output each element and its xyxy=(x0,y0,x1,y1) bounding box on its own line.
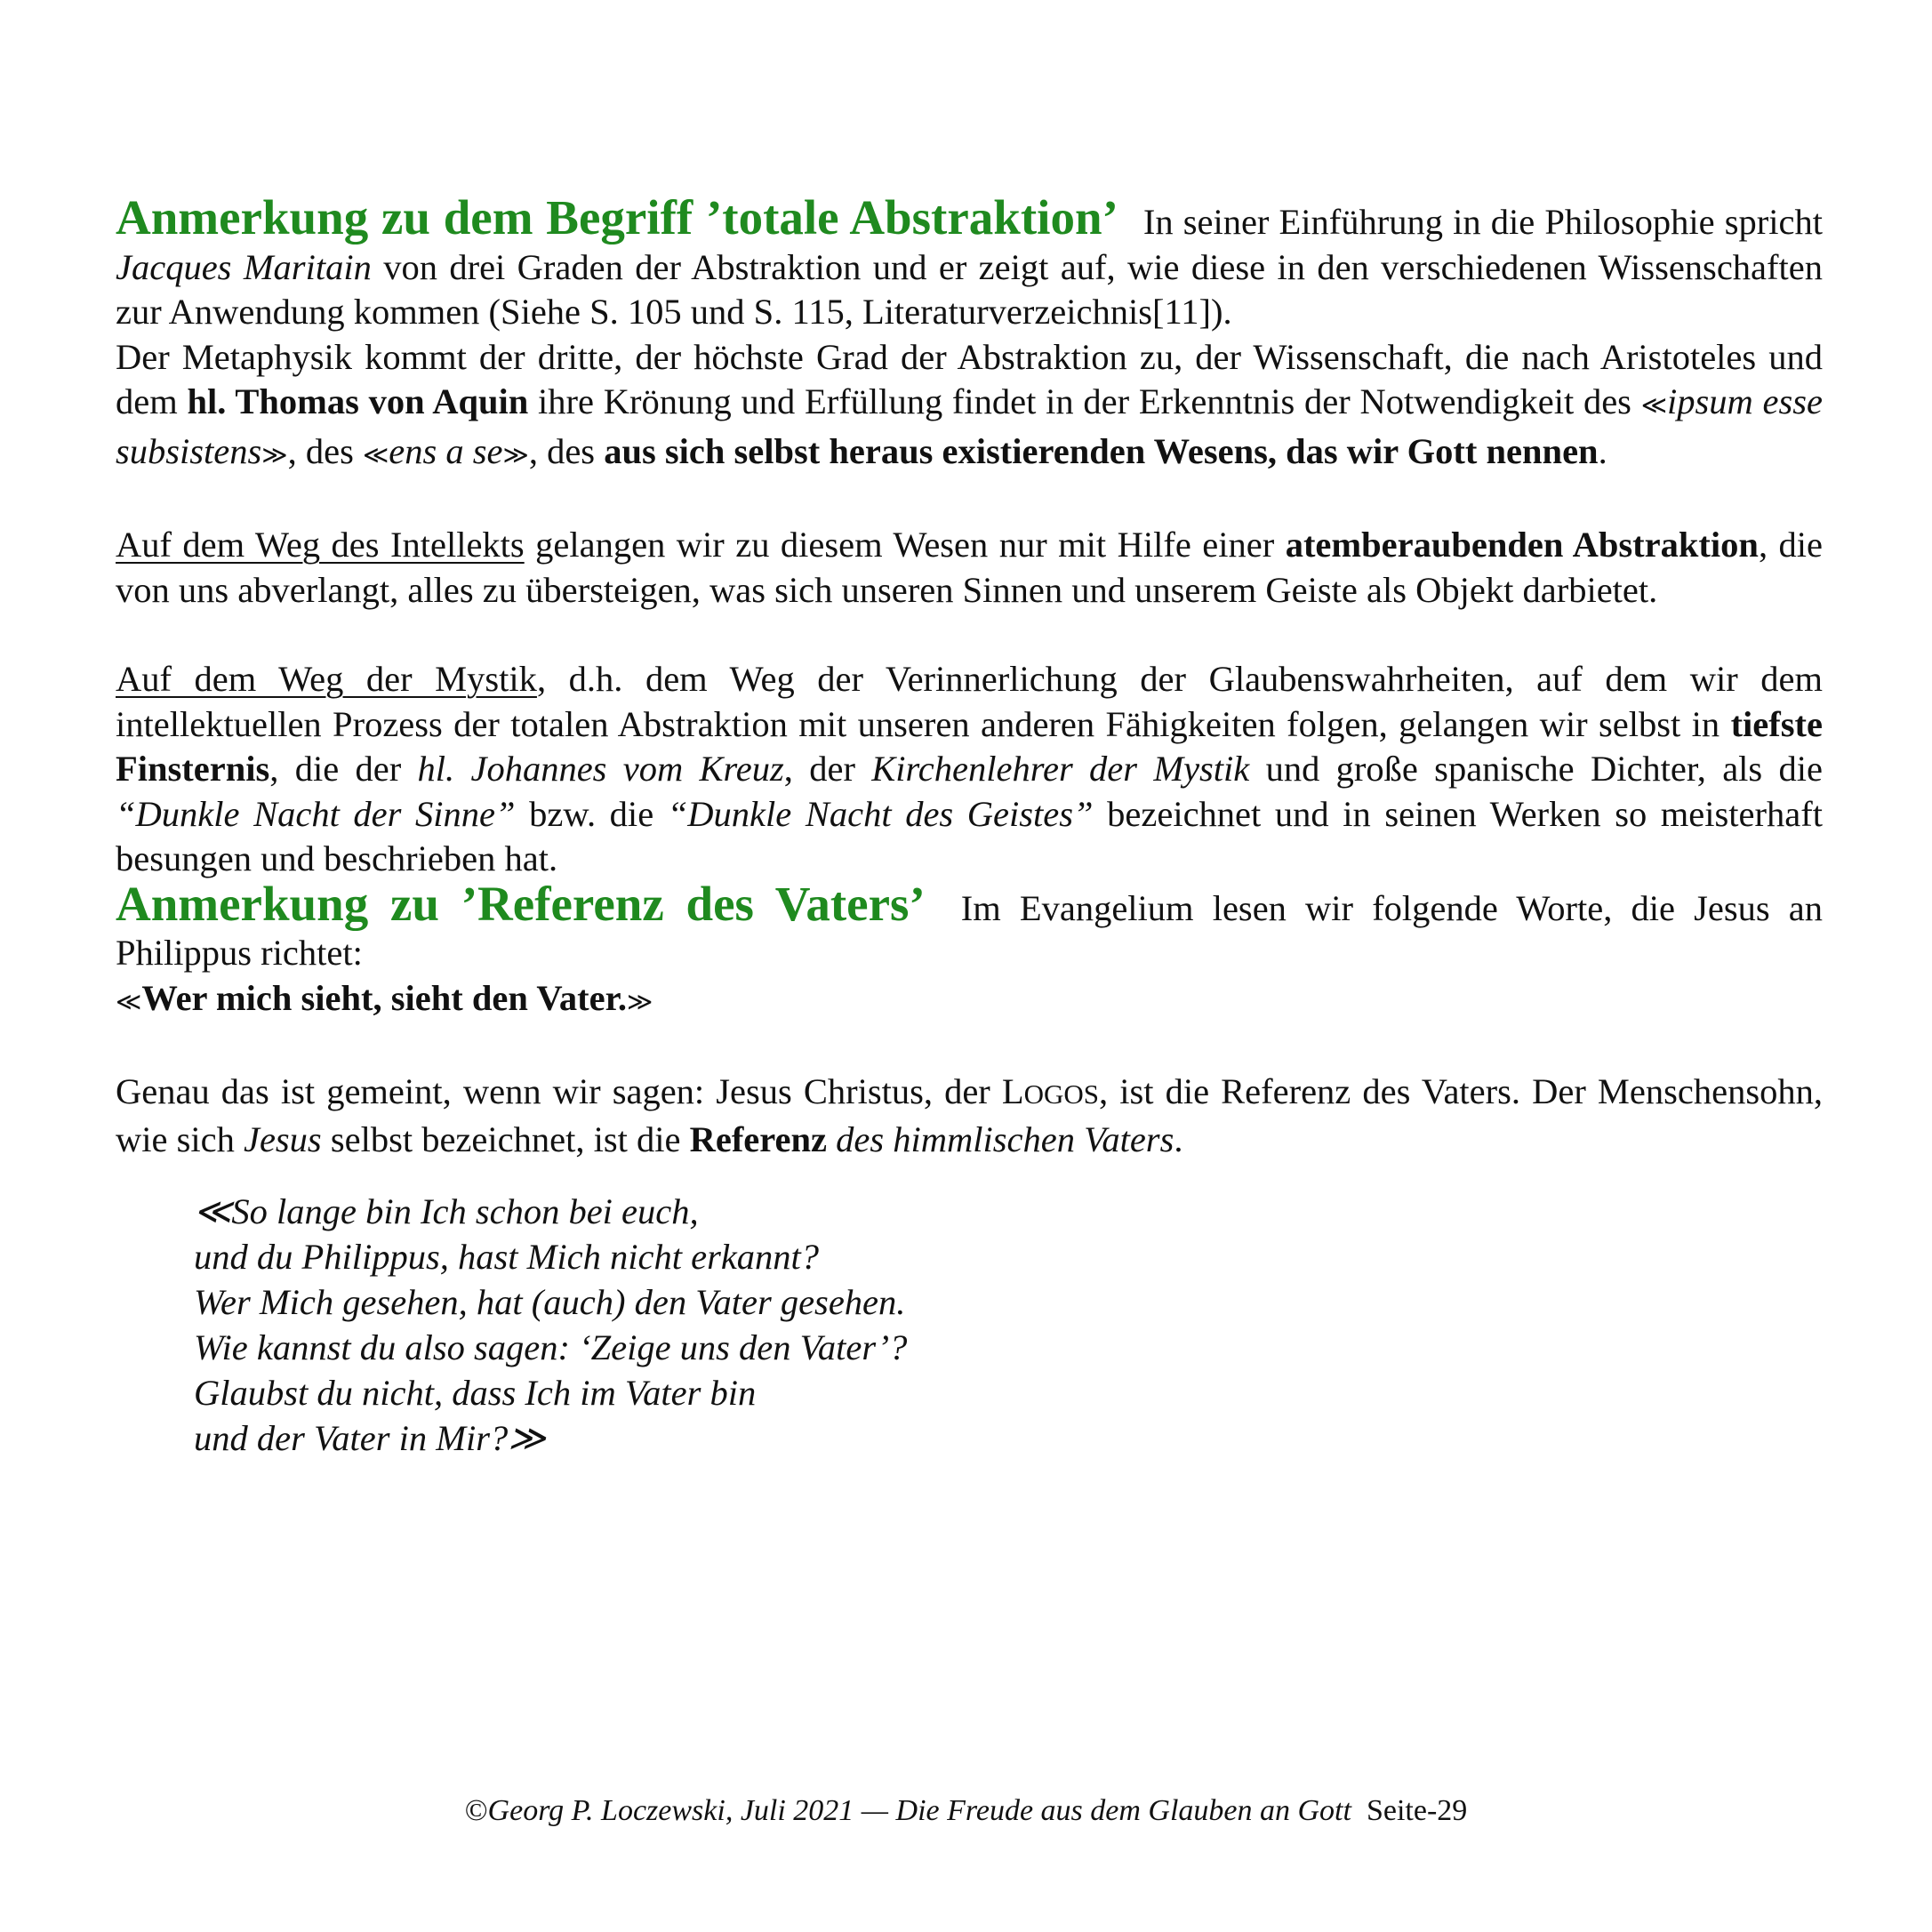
verse-line: und der Vater in Mir?≫ xyxy=(194,1418,546,1458)
scripture-quote xyxy=(194,1189,1823,1461)
verse-line: und du Philippus, hast Mich nicht erkannt? xyxy=(194,1237,820,1277)
paragraph-totale-abstraktion: Anmerkung zu dem Begriff ’totale Abstraktion’ In seiner Einführung in die Philosophie spricht Jacques Maritain von drei Graden der Abstraktion und er zeigt auf, wie diese in den verschiedenen Wissenschaften zur Anwendung kommen (Siehe S. 105 und S. 115, Literaturverzeichnis[11]). Der Metaphysik kommt der dritte, der höchste Grad der Abstraktion zu, der Wissenschaft, die nach Aristoteles und dem hl. Thomas von Aquin ihre Krönung und Erfüllung findet in der Erkenntnis der Notwendigkeit des ≪ipsum esse subsistens≫, des ≪ens a se≫, des aus sich selbst heraus existierenden Wesens, das wir Gott nennen. xyxy=(116,190,1823,471)
author-name: Jacques Maritain xyxy=(116,246,372,287)
bold-quote: Wer mich sieht, sieht den Vater. xyxy=(141,977,627,1018)
verse-line: Wer Mich gesehen, hat (auch) den Vater gesehen. xyxy=(194,1282,906,1322)
section-heading-referenz-des-vaters: Anmerkung zu ’Referenz des Vaters’ xyxy=(116,876,926,931)
paragraph-weg-intellekt: Auf dem Weg des Intellekts gelangen wir zu diesem Wesen nur mit Hilfe einer atemberaubenden Abstraktion, die von uns abverlangt, alles zu übersteigen, was sich unseren Sinnen und unserem Geiste als Objekt darbietet. xyxy=(116,525,1823,610)
verse-line: Glaubst du nicht, dass Ich im Vater bin xyxy=(194,1373,757,1413)
verse-line: ≪So lange bin Ich schon bei euch, xyxy=(194,1191,699,1231)
section-heading-totale-abstraktion: Anmerkung zu dem Begriff ’totale Abstraktion’ xyxy=(116,190,1118,245)
footer-text: Georg P. Loczewski, Juli 2021 — Die Freude aus dem Glauben an Gott xyxy=(487,1794,1351,1827)
page-number: Seite-29 xyxy=(1366,1794,1468,1827)
paragraph-referenz-des-vaters: Anmerkung zu ’Referenz des Vaters’ Im Evangelium lesen wir folgende Worte, die Jesus an Philippus richtet: ≪Wer mich sieht, sieht den Vater.≫ xyxy=(116,876,1824,1018)
page-footer xyxy=(0,1794,1932,1828)
paragraph-genau: Genau das ist gemeint, wenn wir sagen: Jesus Christus, der LOGOS, ist die Referenz des Vaters. Der Menschensohn, wie sich Jesus selbst bezeichnet, ist die Referenz des himmlischen Vaters. xyxy=(116,1071,1823,1159)
document-page xyxy=(116,190,1824,1461)
verse-line: Wie kannst du also sagen: ‘Zeige uns den Vater’? xyxy=(194,1327,908,1367)
paragraph-weg-mystik: Auf dem Weg der Mystik, d.h. dem Weg der Verinnerlichung der Glaubenswahrheiten, auf dem wir dem intellektuellen Prozess der totalen Abstraktion mit unseren anderen Fähigkeiten folgen, gelangen wir selbst in tiefste Finsternis, die der hl. Johannes vom Kreuz, der Kirchenlehrer der Mystik und große spanische Dichter, als die “Dunkle Nacht der Sinne” bzw. die “Dunkle Nacht des Geistes” bezeichnet und in seinen Werken so meisterhaft besungen und beschrieben hat. xyxy=(116,659,1823,878)
copyright-symbol: © xyxy=(464,1794,488,1827)
